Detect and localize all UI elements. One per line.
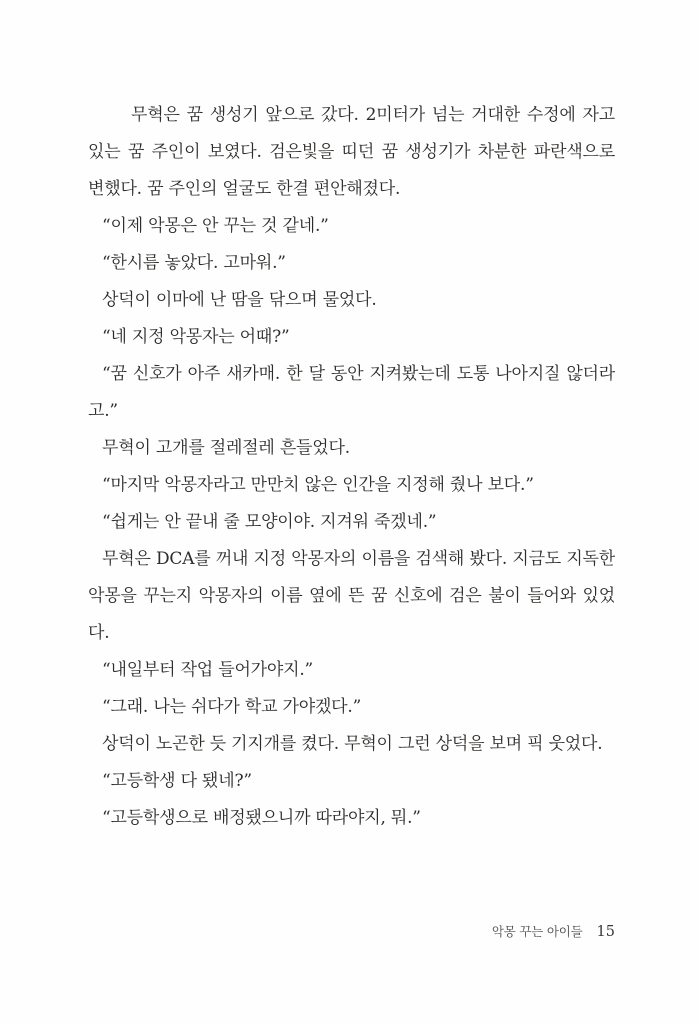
paragraph-dialogue: “이제 악몽은 안 꾸는 것 같네.”: [102, 216, 329, 236]
paragraph-dialogue: “내일부터 작업 들어가야지.”: [102, 660, 314, 680]
paragraph-narrative: 무혁은 DCA를 꺼내 지정 악몽자의 이름을 검색해 봤다. 지금도 지독한 악몽을 꾸는지 악몽자의 이름 옆에 뜬 꿈 신호에 검은 불이 들어와 있었다.: [88, 549, 615, 643]
paragraph-dialogue: “그래. 나는 쉬다가 학교 가야겠다.”: [102, 697, 362, 717]
paragraph-dialogue: “네 지정 악몽자는 어때?”: [102, 327, 290, 347]
paragraph-dialogue: “꿈 신호가 아주 새카매. 한 달 동안 지켜봤는데 도통 나아지질 않더라고.”: [88, 364, 615, 421]
paragraph-narrative: 상덕이 이마에 난 땀을 닦으며 물었다.: [102, 290, 377, 310]
paragraph-dialogue: “쉽게는 안 끝내 줄 모양이야. 지겨워 죽겠네.”: [102, 512, 437, 532]
running-title: 악몽 꾸는 아이들: [491, 924, 583, 939]
page-footer: [88, 921, 615, 940]
page-number: 15: [596, 924, 615, 940]
body-text-block: [88, 97, 615, 837]
paragraph-dialogue: “한시름 놓았다. 고마워.”: [102, 253, 286, 273]
paragraph-narrative: 무혁은 꿈 생성기 앞으로 갔다. 2미터가 넘는 거대한 수정에 자고 있는 꿈 주인이 보였다. 검은빛을 띠던 꿈 생성기가 차분한 파란색으로 변했다. 꿈 주인의 얼굴도 한결 편안해졌다.: [88, 105, 615, 199]
paragraph-dialogue: “고등학생 다 됐네?”: [102, 771, 252, 791]
paragraph-narrative: 무혁이 고개를 절레절레 흔들었다.: [102, 438, 350, 458]
paragraph-dialogue: “마지막 악몽자라고 만만치 않은 인간을 지정해 줬나 보다.”: [102, 475, 534, 495]
paragraph-narrative: 상덕이 노곤한 듯 기지개를 켰다. 무혁이 그런 상덕을 보며 픽 웃었다.: [102, 734, 603, 754]
paragraph-dialogue: “고등학생으로 배정됐으니까 따라야지, 뭐.”: [102, 808, 421, 828]
